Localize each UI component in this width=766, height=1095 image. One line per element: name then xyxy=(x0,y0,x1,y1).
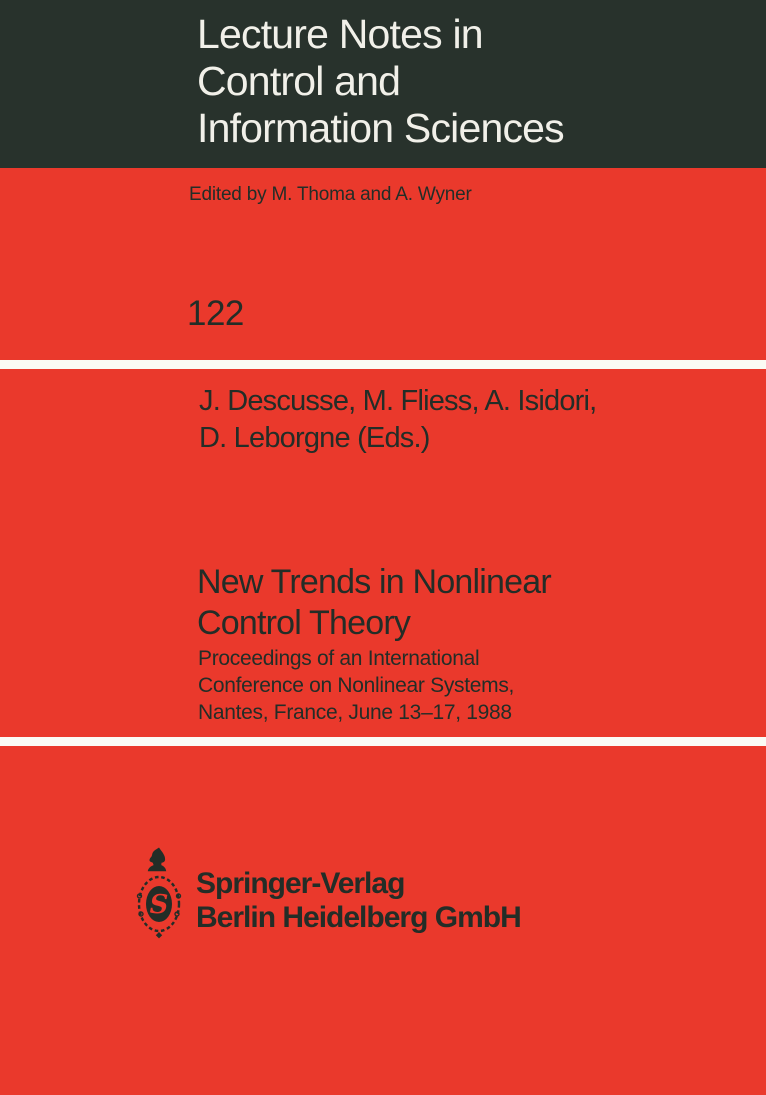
springer-knight-logo-icon xyxy=(136,846,182,939)
book-subtitle-line-3: Nantes, France, June 13–17, 1988 xyxy=(198,701,512,724)
publisher-name-line-1: Springer-Verlag xyxy=(196,867,405,900)
book-editors-line-2: D. Leborgne (Eds.) xyxy=(199,422,430,454)
publisher-name xyxy=(196,867,521,935)
book-title-line-1: New Trends in Nonlinear xyxy=(197,563,551,601)
book-subtitle-line-1: Proceedings of an International xyxy=(198,647,480,670)
svg-text:S: S xyxy=(149,890,169,920)
divider-stripe-bottom xyxy=(0,737,766,746)
series-editors-line: Edited by M. Thoma and A. Wyner xyxy=(189,184,472,205)
series-title-line-2: Control and xyxy=(197,58,401,104)
series-title-line-1: Lecture Notes in xyxy=(197,11,483,57)
book-editors xyxy=(199,383,596,457)
series-title xyxy=(197,11,564,152)
publisher-name-line-2: Berlin Heidelberg GmbH xyxy=(196,901,521,934)
series-header-band xyxy=(0,0,766,168)
series-title-line-3: Information Sciences xyxy=(197,105,564,151)
book-title-line-2: Control Theory xyxy=(197,604,411,642)
divider-stripe-top xyxy=(0,360,766,369)
book-subtitle-line-2: Conference on Nonlinear Systems, xyxy=(198,674,515,697)
book-editors-line-1: J. Descusse, M. Fliess, A. Isidori, xyxy=(199,385,597,417)
volume-number: 122 xyxy=(187,294,244,333)
book-title xyxy=(197,562,551,644)
book-subtitle xyxy=(198,645,514,726)
